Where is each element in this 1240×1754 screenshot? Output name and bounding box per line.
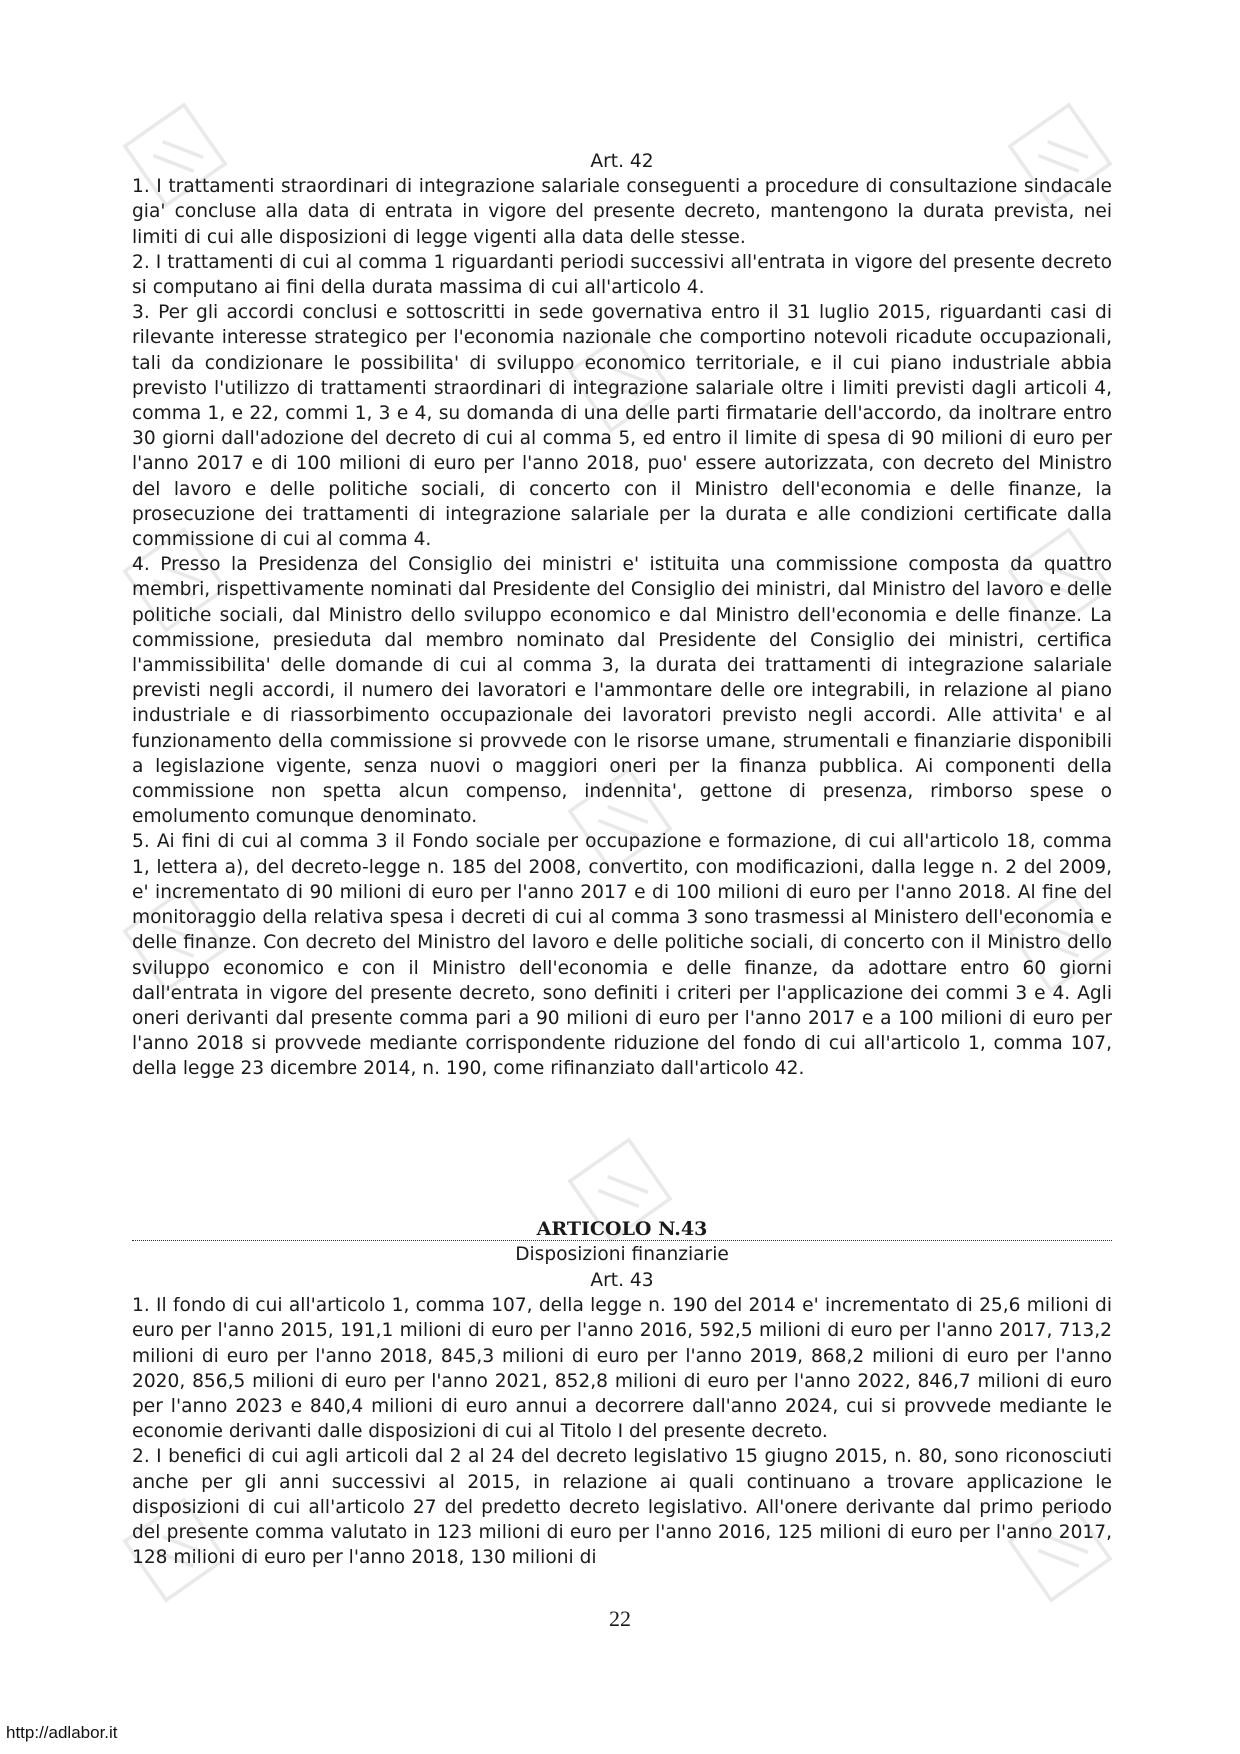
- article-43-section: [132, 1268, 1112, 1570]
- article-42-title: Art. 42: [590, 151, 654, 172]
- page-number: 22: [609, 1606, 631, 1631]
- dotted-divider: [132, 1240, 1112, 1241]
- article-42-paragraph-4: 4. Presso la Presidenza del Consiglio dei ministri e' istituita una commissione composta da quattro membri, rispettivamente nominati dal Presidente del Consiglio dei ministri, dal Ministro del lavoro e delle politiche sociali, dal Ministro dello sviluppo economico e dal Ministro dell'economia e delle finanze. La commissione, presieduta dal membro nominato dal Presidente del Consiglio dei ministri, certifica l'ammissibilita' delle domande di cui al comma 3, la durata dei trattamenti di integrazione salariale previsti negli accordi, il numero dei lavoratori e l'ammontare delle ore integrabili, in relazione al piano industriale e di riassorbimento occupazionale dei lavoratori previsto negli accordi. Alle attivita' e al funzionamento della commissione si provvede con le risorse umane, strumentali e finanziarie disponibili a legislazione vigente, senza nuovi o maggiori oneri per la finanza pubblica. Ai componenti della commissione non spetta alcun compenso, indennita', gettone di presenza, rimborso spese o emolumento comunque denominato.: [132, 554, 1112, 828]
- article-42-paragraph-3: 3. Per gli accordi conclusi e sottoscritti in sede governativa entro il 31 luglio 2015, riguardanti casi di rilevante interesse strategico per l'economia nazionale che comportino notevoli ricadute occupazionali, tali da condizionare le possibilita' di sviluppo economico territoriale, e il cui piano industriale abbia previsto l'utilizzo di trattamenti straordinari di integrazione salariale oltre i limiti previsti dagli articoli 4, comma 1, e 22, commi 1, 3 e 4, su domanda di una delle parti firmatarie dell'accordo, da inoltrare entro 30 giorni dall'adozione del decreto di cui al comma 5, ed entro il limite di spesa di 90 milioni di euro per l'anno 2017 e di 100 milioni di euro per l'anno 2018, puo' essere autorizzata, con decreto del Ministro del lavoro e delle politiche sociali, di concerto con il Ministro dell'economia e delle finanze, la prosecuzione dei trattamenti di integrazione salariale per la durata e alle condizioni certificate dalla commissione di cui al comma 4.: [132, 302, 1112, 551]
- article-43-paragraph-2: 2. I benefici di cui agli articoli dal 2 al 24 del decreto legislativo 15 giugno 2015, n. 80, sono riconosciuti anche per gli anni successivi al 2015, in relazione ai quali continuano a trovare applicazione le disposizioni di cui all'articolo 27 del predetto decreto legislativo. All'onere derivante dal primo periodo del presente comma valutato in 123 milioni di euro per l'anno 2016, 125 milioni di euro per l'anno 2017, 128 milioni di euro per l'anno 2018, 130 milioni di: [132, 1446, 1112, 1569]
- footer-url: http://adlabor.it: [6, 1723, 118, 1742]
- article-42-paragraph-1: 1. I trattamenti straordinari di integrazione salariale conseguenti a procedure di consultazione sindacale gia' concluse alla data di entrata in vigore del presente decreto, mantengono la durata prevista, nei limiti di cui alle disposizioni di legge vigenti alla data delle stesse.: [132, 176, 1112, 248]
- article-43-paragraph-1: 1. Il fondo di cui all'articolo 1, comma 107, della legge n. 190 del 2014 e' incrementato di 25,6 milioni di euro per l'anno 2015, 191,1 milioni di euro per l'anno 2016, 592,5 milioni di euro per l'anno 2017, 713,2 milioni di euro per l'anno 2018, 845,3 milioni di euro per l'anno 2019, 868,2 milioni di euro per l'anno 2020, 856,5 milioni di euro per l'anno 2021, 852,8 milioni di euro per l'anno 2022, 846,7 milioni di euro per l'anno 2023 e 840,4 milioni di euro annui a decorrere dall'anno 2024, cui si provvede mediante le economie derivanti dalle disposizioni di cui al Titolo I del presente decreto.: [132, 1295, 1112, 1443]
- article-42-section: [132, 149, 1112, 1082]
- article-43-subheading: Disposizioni finanziarie: [515, 1244, 729, 1265]
- article-43-title: Art. 43: [590, 1270, 654, 1291]
- article-42-paragraph-5: 5. Ai fini di cui al comma 3 il Fondo sociale per occupazione e formazione, di cui all'articolo 18, comma 1, lettera a), del decreto-legge n. 185 del 2008, convertito, con modificazioni, dalla legge n. 2 del 2009, e' incrementato di 90 milioni di euro per l'anno 2017 e di 100 milioni di euro per l'anno 2018. Al fine del monitoraggio della relativa spesa i decreti di cui al comma 3 sono trasmessi al Ministero dell'economia e delle finanze. Con decreto del Ministro del lavoro e delle politiche sociali, di concerto con il Ministro dello sviluppo economico e con il Ministro dell'economia e delle finanze, da adottare entro 60 giorni dall'entrata in vigore del presente decreto, sono definiti i criteri per l'applicazione dei commi 3 e 4. Agli oneri derivanti dal presente comma pari a 90 milioni di euro per l'anno 2017 e a 100 milioni di euro per l'anno 2018 si provvede mediante corrispondente riduzione del fondo di cui all'articolo 1, comma 107, della legge 23 dicembre 2014, n. 190, come rifinanziato dall'articolo 42.: [132, 831, 1112, 1080]
- article-43-heading: ARTICOLO N.43: [536, 1218, 708, 1240]
- article-42-paragraph-2: 2. I trattamenti di cui al comma 1 riguardanti periodi successivi all'entrata in vigore del presente decreto si computano ai fini della durata massima di cui all'articolo 4.: [132, 251, 1112, 299]
